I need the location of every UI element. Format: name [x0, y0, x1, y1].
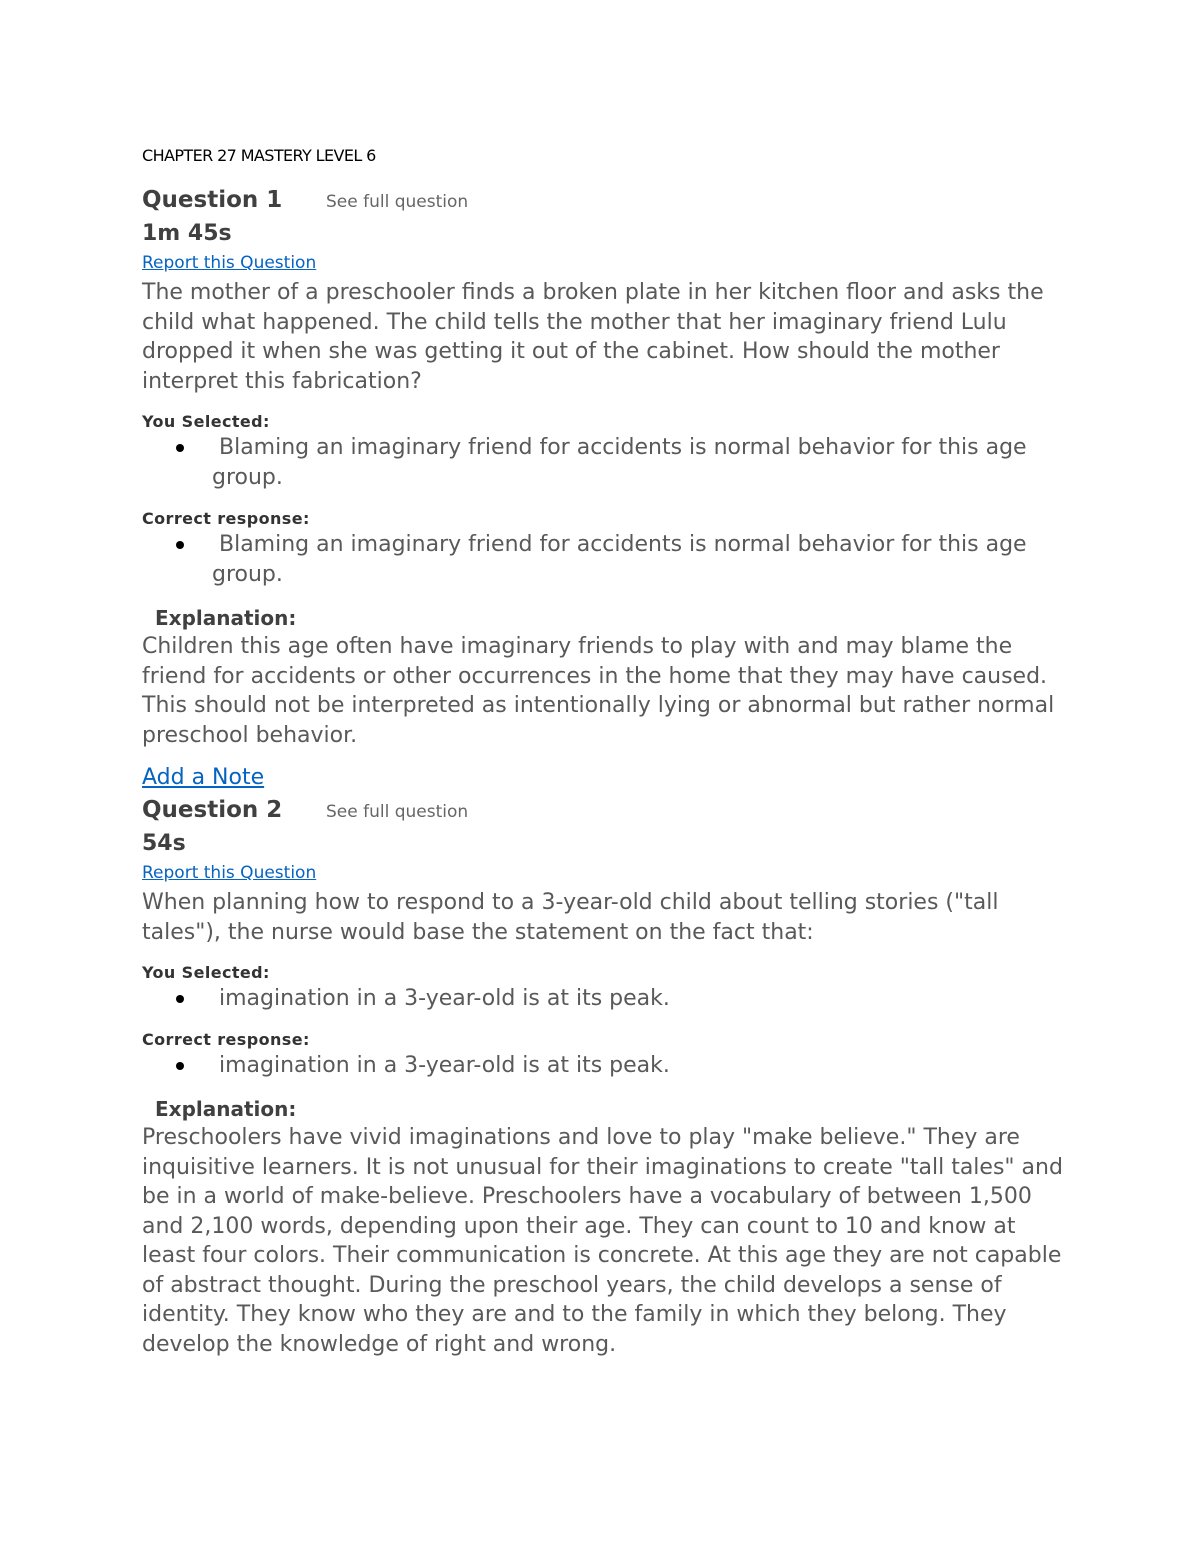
question-number: Question 2	[142, 797, 283, 823]
selected-answer: Blaming an imaginary friend for accidents is normal behavior for this age group.	[142, 433, 1072, 493]
question-block-1	[142, 185, 1072, 793]
report-question-link[interactable]: Report this Question	[142, 253, 317, 273]
see-full-question-link[interactable]: See full question	[326, 192, 469, 212]
correct-answer: Blaming an imaginary friend for accidents is normal behavior for this age group.	[142, 530, 1072, 590]
you-selected-label: You Selected:	[142, 963, 270, 982]
bullet-icon	[176, 1062, 184, 1070]
correct-answer: imagination in a 3-year-old is at its peak.	[142, 1051, 1072, 1081]
explanation-label: Explanation:	[155, 606, 297, 630]
question-header	[142, 795, 1072, 825]
selected-answer-list	[142, 984, 1072, 1014]
see-full-question-link[interactable]: See full question	[326, 802, 469, 822]
explanation-text: Preschoolers have vivid imaginations and love to play "make believe." They are inquisitive learners. It is not unusual for their imaginations to create "tall tales" and be in a world of make-believe. Preschoolers have a vocabulary of between 1,500 and 2,100 words, depending upon their age. They can count to 10 and know at least four colors. Their communication is concrete. At this age they are not capable of abstract thought. During the preschool years, the child develops a sense of identity. They know who they are and to the family in which they belong. They develop the knowledge of right and wrong.	[142, 1125, 1063, 1357]
question-time: 1m 45s	[142, 221, 232, 246]
document-title: CHAPTER 27 MASTERY LEVEL 6	[142, 146, 376, 165]
correct-answer-list	[142, 1051, 1072, 1081]
document-page	[142, 145, 1072, 1359]
bullet-icon	[176, 995, 184, 1003]
correct-response-label: Correct response:	[142, 509, 310, 528]
question-time: 54s	[142, 831, 186, 856]
question-header	[142, 185, 1072, 215]
question-text: The mother of a preschooler finds a broken plate in her kitchen floor and asks the child what happened. The child tells the mother that her imaginary friend Lulu dropped it when she was getting it out of the cabinet. How should the mother interpret this fabrication?	[142, 280, 1044, 394]
add-note-link[interactable]: Add a Note	[142, 765, 265, 790]
bullet-icon	[176, 444, 184, 452]
explanation-label: Explanation:	[155, 1097, 297, 1121]
question-number: Question 1	[142, 187, 283, 213]
question-block-2	[142, 795, 1072, 1359]
selected-answer-list	[142, 433, 1072, 493]
correct-response-label: Correct response:	[142, 1030, 310, 1049]
report-question-link[interactable]: Report this Question	[142, 863, 317, 883]
you-selected-label: You Selected:	[142, 412, 270, 431]
correct-answer-list	[142, 530, 1072, 590]
bullet-icon	[176, 541, 184, 549]
question-text: When planning how to respond to a 3-year-old child about telling stories ("tall tales"), the nurse would base the statement on the fact that:	[142, 890, 999, 945]
explanation-text: Children this age often have imaginary friends to play with and may blame the friend for accidents or other occurrences in the home that they may have caused. This should not be interpreted as intentionally lying or abnormal but rather normal preschool behavior.	[142, 634, 1055, 748]
selected-answer: imagination in a 3-year-old is at its peak.	[142, 984, 1072, 1014]
